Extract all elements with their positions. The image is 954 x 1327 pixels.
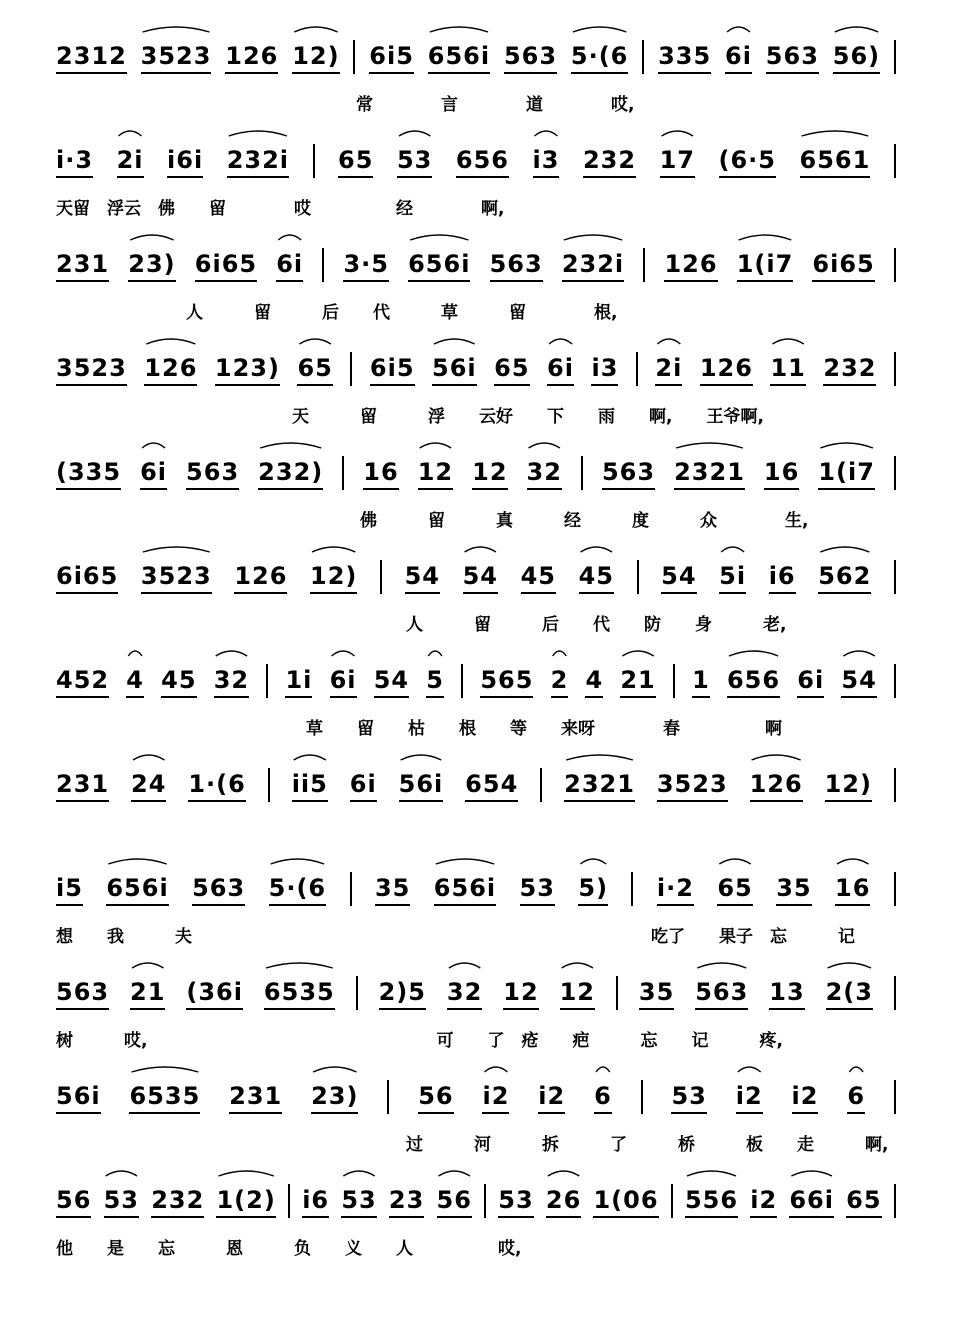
- slur: [108, 859, 166, 864]
- note-group: (36i: [186, 977, 243, 1010]
- note-group: 563: [192, 873, 245, 906]
- slur: [820, 547, 869, 552]
- note-group: 2321: [564, 769, 635, 802]
- note-group: 3523: [657, 769, 728, 802]
- slur: [271, 859, 324, 864]
- score-system: [0, 342, 954, 446]
- score-system: [0, 1070, 954, 1174]
- note-group: 24: [131, 769, 166, 802]
- note-group: 12: [503, 977, 538, 1010]
- score-system: [0, 446, 954, 550]
- score-system: [0, 654, 954, 758]
- slur: [218, 1171, 273, 1176]
- note-group: 66i: [789, 1185, 834, 1218]
- note-group: i5: [56, 873, 83, 906]
- slur: [752, 755, 801, 760]
- note-group: i2: [538, 1081, 565, 1114]
- note-group: 1: [692, 665, 710, 698]
- note-group: 3523: [141, 561, 212, 594]
- note-group: 231: [56, 249, 109, 282]
- note-group: 4: [585, 665, 603, 698]
- note-group: 56): [833, 41, 880, 74]
- slur-marks: [0, 1058, 954, 1088]
- slur-marks: [0, 1162, 954, 1192]
- score-system: [0, 238, 954, 342]
- slur: [849, 1067, 863, 1072]
- note-group: i2: [736, 1081, 763, 1114]
- note-group: 6535: [129, 1081, 200, 1114]
- note-group: 5: [426, 665, 444, 698]
- note-group: 6i: [330, 665, 357, 698]
- note-group: 656i: [428, 41, 490, 74]
- slur: [436, 859, 494, 864]
- slur: [130, 235, 173, 240]
- lyric-line: 天 留 浮 云好 下 雨 啊, 王爷啊,: [292, 407, 764, 427]
- note-group: 2312: [56, 41, 127, 74]
- note-group: 565: [480, 665, 533, 698]
- note-group: 23: [389, 1185, 424, 1218]
- note-group: 65: [494, 353, 529, 386]
- slur: [434, 339, 475, 344]
- note-group: 3523: [141, 41, 212, 74]
- score-system: [0, 862, 954, 966]
- note-group: 6i: [547, 353, 574, 386]
- note-group: 563: [504, 41, 557, 74]
- slur-marks: [0, 122, 954, 152]
- slur: [662, 131, 693, 136]
- lyric-line: [56, 818, 896, 848]
- slur: [581, 547, 612, 552]
- note-group: 126: [750, 769, 803, 802]
- note-group: i2: [482, 1081, 509, 1114]
- note-group: 5i: [719, 561, 746, 594]
- slur: [465, 547, 496, 552]
- slur: [106, 1171, 137, 1176]
- note-group: 12): [292, 41, 339, 74]
- note-group: 563: [766, 41, 819, 74]
- note-group: 12): [310, 561, 357, 594]
- lyric-line: 树 哎, 可 了 疮 疤 忘 记 疼,: [56, 1031, 783, 1051]
- note-group: 232: [151, 1185, 204, 1218]
- note-group: 231: [229, 1081, 282, 1114]
- note-group: 3523: [56, 353, 127, 386]
- score-system: [0, 758, 954, 862]
- lyric-line: 天留 浮云 佛 留 哎 经 啊,: [56, 199, 505, 219]
- slur-marks: [0, 330, 954, 360]
- note-group: 21: [620, 665, 655, 698]
- note-group: ii5: [292, 769, 328, 802]
- slur: [410, 235, 468, 240]
- note-group: 2)5: [379, 977, 426, 1010]
- note-group: 6i: [140, 457, 167, 490]
- note-group: 35: [375, 873, 410, 906]
- note-group: 1(i7: [818, 457, 875, 490]
- slur: [132, 963, 163, 968]
- note-group: 5·(6: [571, 41, 628, 74]
- note-group: 6i65: [56, 561, 118, 594]
- note-group: 654: [465, 769, 518, 802]
- slur: [820, 443, 873, 448]
- note-group: 6i: [797, 665, 824, 698]
- slur: [802, 131, 869, 136]
- note-group: 1·(6: [188, 769, 245, 802]
- slur: [312, 547, 355, 552]
- note-group: i·3: [56, 145, 93, 178]
- note-group: 56: [418, 1081, 453, 1114]
- slur: [260, 443, 321, 448]
- slur: [128, 651, 142, 656]
- note-group: 1(2): [216, 1185, 275, 1218]
- slur: [430, 27, 488, 32]
- note-group: 2(3: [826, 977, 873, 1010]
- note-group: 56i: [56, 1081, 101, 1114]
- note-group: 2321: [674, 457, 745, 490]
- note-group: 5): [578, 873, 608, 906]
- note-group: 126: [234, 561, 287, 594]
- note-group: 5·(6: [269, 873, 326, 906]
- slur: [580, 859, 606, 864]
- note-group: 45: [579, 561, 614, 594]
- slur: [573, 27, 626, 32]
- lyric-line: 过 河 拆 了 桥 板 走 啊,: [406, 1135, 889, 1155]
- slur: [266, 963, 333, 968]
- note-group: 45: [161, 665, 196, 698]
- slur: [332, 651, 355, 656]
- note-group: 2i: [655, 353, 682, 386]
- note-group: 11: [770, 353, 805, 386]
- slur: [676, 443, 743, 448]
- slur: [535, 131, 558, 136]
- slur: [596, 1067, 610, 1072]
- slur: [278, 235, 301, 240]
- score-system: [0, 134, 954, 238]
- slur: [739, 235, 792, 240]
- note-group: 656i: [106, 873, 168, 906]
- slur: [719, 859, 750, 864]
- note-group: 65: [297, 353, 332, 386]
- note-group: 6i: [725, 41, 752, 74]
- note-group: 1(i7: [737, 249, 794, 282]
- note-group: 232i: [562, 249, 624, 282]
- note-group: 6i5: [370, 353, 415, 386]
- slur: [553, 651, 567, 656]
- slur-marks: [0, 538, 954, 568]
- note-group: 123): [215, 353, 280, 386]
- note-group: i6: [769, 561, 796, 594]
- note-group: 6: [847, 1081, 865, 1114]
- score-system: [0, 550, 954, 654]
- note-group: 6i65: [195, 249, 257, 282]
- note-group: 232i: [227, 145, 289, 178]
- note-group: 232: [823, 353, 876, 386]
- note-group: 656i: [408, 249, 470, 282]
- note-group: 54: [661, 561, 696, 594]
- note-group: 35: [776, 873, 811, 906]
- note-group: 563: [56, 977, 109, 1010]
- note-group: 563: [186, 457, 239, 490]
- note-group: 6i65: [812, 249, 874, 282]
- slur: [729, 651, 778, 656]
- score-system: [0, 1174, 954, 1278]
- slur: [133, 755, 164, 760]
- note-group: 12: [560, 977, 595, 1010]
- slur: [548, 1171, 579, 1176]
- note-group: 56i: [399, 769, 444, 802]
- note-group: 231: [56, 769, 109, 802]
- note-group: 452: [56, 665, 109, 698]
- slur: [697, 963, 746, 968]
- slur: [439, 1171, 470, 1176]
- note-group: 1(06: [593, 1185, 658, 1218]
- note-group: 656: [727, 665, 780, 698]
- note-group: 23): [128, 249, 175, 282]
- note-group: 53: [498, 1185, 533, 1218]
- slur: [313, 1067, 356, 1072]
- slur: [549, 339, 572, 344]
- note-group: 3·5: [343, 249, 389, 282]
- slur: [687, 1171, 736, 1176]
- slur: [566, 755, 633, 760]
- slur-marks: [0, 850, 954, 880]
- slur: [721, 547, 744, 552]
- note-group: 54: [405, 561, 440, 594]
- slur: [835, 27, 878, 32]
- note-group: 56: [437, 1185, 472, 1218]
- note-group: 65: [846, 1185, 881, 1218]
- slur-marks: [0, 18, 954, 48]
- note-group: 53: [104, 1185, 139, 1218]
- note-group: 562: [818, 561, 871, 594]
- slur: [131, 1067, 198, 1072]
- note-group: 6i: [276, 249, 303, 282]
- note-group: i·2: [657, 873, 694, 906]
- slur: [449, 963, 480, 968]
- note-group: 12): [825, 769, 872, 802]
- slur: [428, 651, 442, 656]
- note-group: 54: [374, 665, 409, 698]
- lyric-line: 想 我 夫 吃了 果子 忘 记: [56, 927, 855, 947]
- note-group: 21: [130, 977, 165, 1010]
- note-group: 6i5: [369, 41, 414, 74]
- note-group: i3: [591, 353, 618, 386]
- note-group: 1i: [285, 665, 312, 698]
- note-group: 6561: [800, 145, 871, 178]
- note-group: 32: [214, 665, 249, 698]
- note-group: 45: [521, 561, 556, 594]
- note-group: 6: [594, 1081, 612, 1114]
- note-group: 2: [551, 665, 569, 698]
- note-group: (335: [56, 457, 121, 490]
- slur-marks: [0, 642, 954, 672]
- note-group: 35: [639, 977, 674, 1010]
- slur: [837, 859, 868, 864]
- slur-marks: [0, 226, 954, 256]
- note-group: 16: [835, 873, 870, 906]
- slur-marks: [0, 434, 954, 464]
- note-group: 12: [418, 457, 453, 490]
- score-system: [0, 30, 954, 134]
- note-group: 56: [56, 1185, 91, 1218]
- note-group: 6i: [350, 769, 377, 802]
- note-group: 563: [602, 457, 655, 490]
- slur: [843, 651, 874, 656]
- note-group: 32: [527, 457, 562, 490]
- slur: [791, 1171, 832, 1176]
- slur: [294, 755, 326, 760]
- note-group: 126: [225, 41, 278, 74]
- lyric-line: 草 留 枯 根 等 来呀 春 啊: [306, 719, 782, 739]
- slur: [727, 27, 750, 32]
- note-group: 65: [717, 873, 752, 906]
- note-group: 232): [258, 457, 323, 490]
- note-group: (6·5: [719, 145, 776, 178]
- note-group: 563: [490, 249, 543, 282]
- note-group: i6i: [167, 145, 203, 178]
- slur: [772, 339, 803, 344]
- note-group: 656i: [434, 873, 496, 906]
- slur: [420, 443, 451, 448]
- note-group: 23): [311, 1081, 358, 1114]
- note-group: i6: [302, 1185, 329, 1218]
- note-group: 54: [841, 665, 876, 698]
- note-group: 16: [764, 457, 799, 490]
- slur: [294, 27, 337, 32]
- note-group: 53: [397, 145, 432, 178]
- note-group: 16: [363, 457, 398, 490]
- slur: [399, 131, 430, 136]
- note-group: 563: [695, 977, 748, 1010]
- score-system: [0, 966, 954, 1070]
- note-group: i3: [533, 145, 560, 178]
- lyric-line: 他 是 忘 恩 负 义 人 哎,: [56, 1239, 522, 1259]
- note-group: 556: [685, 1185, 738, 1218]
- lyric-line: 人 留 后 代 防 身 老,: [406, 615, 787, 635]
- note-group: 53: [671, 1081, 706, 1114]
- slur: [401, 755, 442, 760]
- note-group: 17: [660, 145, 695, 178]
- slur: [229, 131, 287, 136]
- lyric-line: 人 留 后 代 草 留 根,: [186, 303, 618, 323]
- slur: [216, 651, 247, 656]
- note-group: 335: [658, 41, 711, 74]
- slur: [119, 131, 142, 136]
- slur: [484, 1067, 507, 1072]
- lyric-line: 佛 留 真 经 度 众 生,: [360, 511, 809, 531]
- slur-marks: [0, 746, 954, 776]
- note-group: 232: [583, 145, 636, 178]
- slur: [343, 1171, 374, 1176]
- note-group: 54: [463, 561, 498, 594]
- slur: [564, 235, 622, 240]
- note-group: 126: [700, 353, 753, 386]
- note-group: 6535: [264, 977, 335, 1010]
- note-group: 12: [472, 457, 507, 490]
- slur: [142, 443, 165, 448]
- note-group: 26: [546, 1185, 581, 1218]
- lyric-line: 常 言 道 哎,: [356, 95, 635, 115]
- note-group: 56i: [432, 353, 477, 386]
- note-group: 53: [520, 873, 555, 906]
- slur: [143, 547, 210, 552]
- slur: [529, 443, 560, 448]
- note-group: 32: [447, 977, 482, 1010]
- note-group: 13: [769, 977, 804, 1010]
- slur: [828, 963, 871, 968]
- note-group: 656: [456, 145, 509, 178]
- note-group: 53: [341, 1185, 376, 1218]
- slur: [146, 339, 195, 344]
- note-group: 2i: [117, 145, 144, 178]
- slur: [657, 339, 680, 344]
- note-group: i2: [750, 1185, 777, 1218]
- note-group: i2: [792, 1081, 819, 1114]
- slur-marks: [0, 954, 954, 984]
- slur: [143, 27, 210, 32]
- note-group: 126: [664, 249, 717, 282]
- note-group: 4: [126, 665, 144, 698]
- note-group: 126: [144, 353, 197, 386]
- slur: [622, 651, 653, 656]
- slur: [738, 1067, 761, 1072]
- slur: [299, 339, 330, 344]
- note-group: 65: [338, 145, 373, 178]
- slur: [562, 963, 593, 968]
